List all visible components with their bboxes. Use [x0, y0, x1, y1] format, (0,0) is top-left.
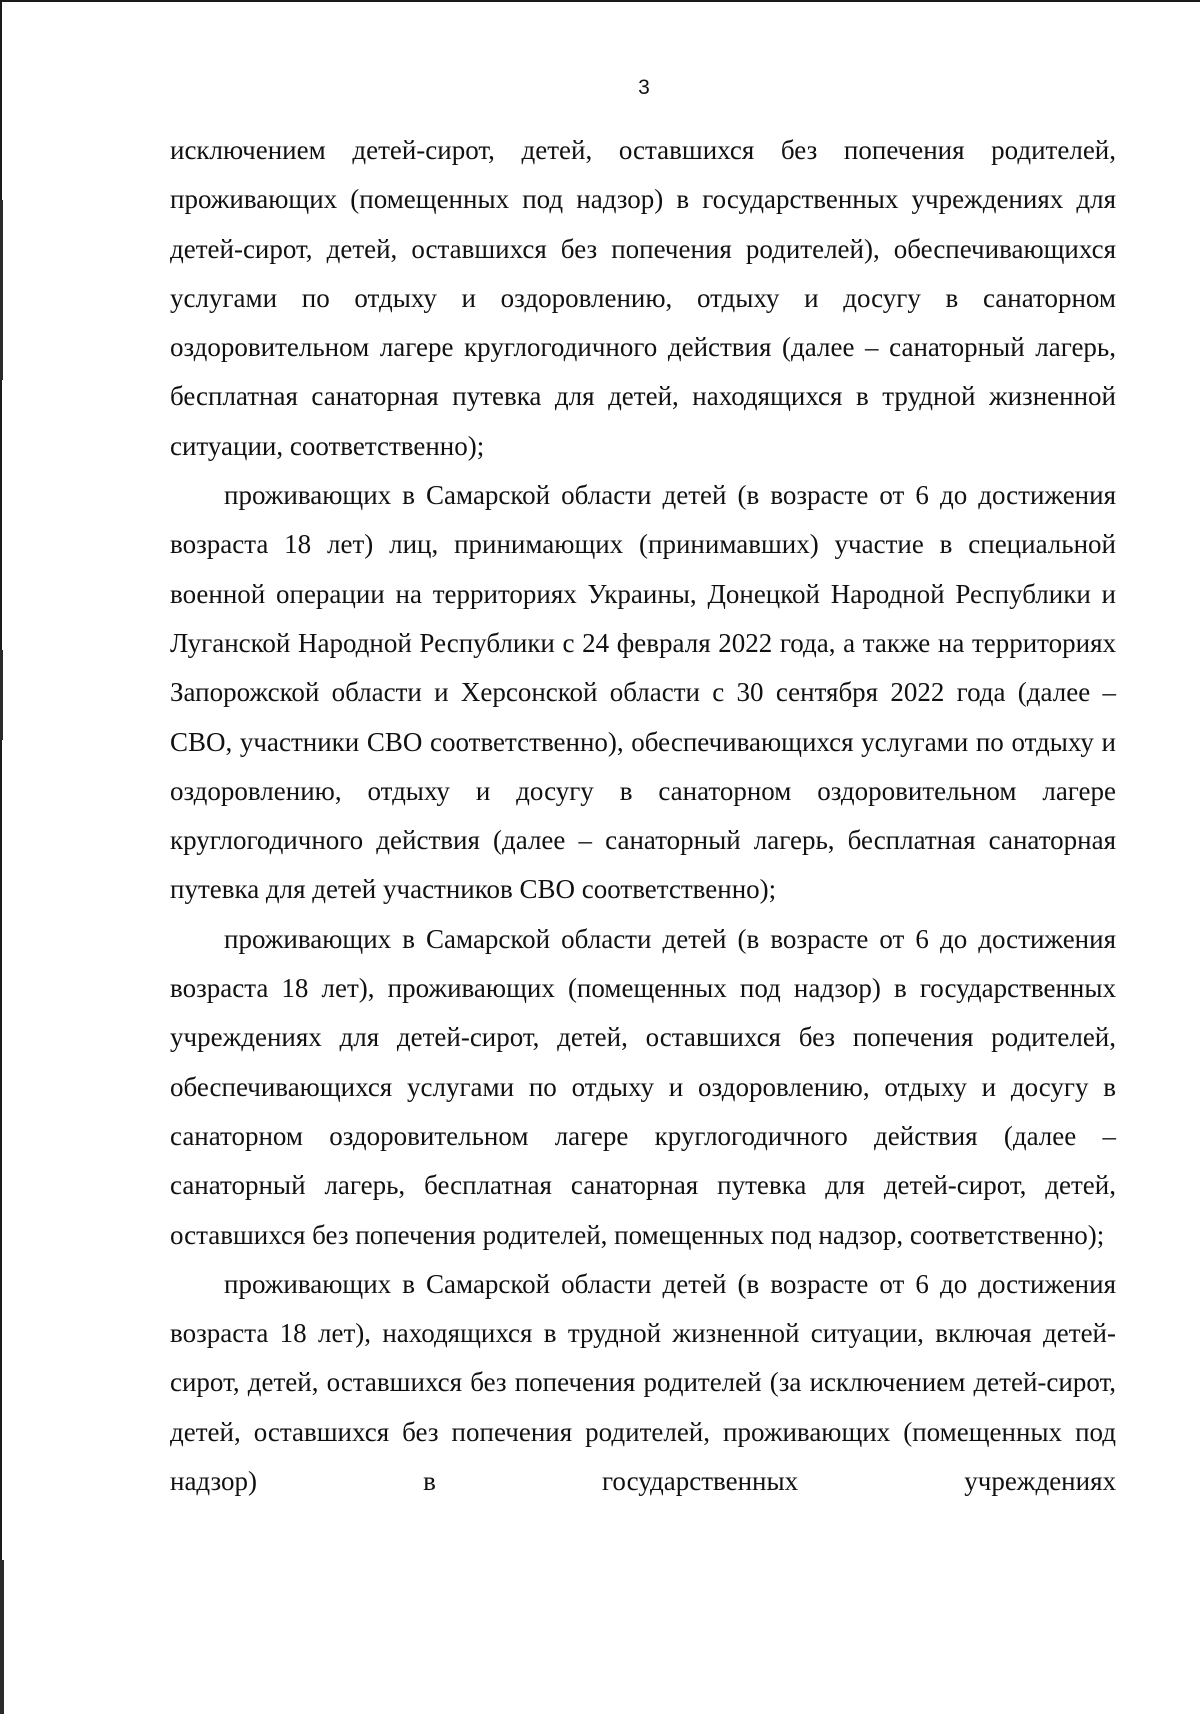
scan-mark: [0, 650, 3, 740]
scan-edge-top: [0, 0, 1200, 2]
page-number: 3: [638, 76, 650, 99]
paragraph-svo-children: проживающих в Самарской области детей (в возрасте от 6 до достижения возраста 18 лет) лиц, принимающих (принимавших) участие в специальной военной операции на территориях Украины, Донецкой Народной Республики и Луганской Народной Республики с 24 февраля 2022 года, а также на территориях Запорожской области и Херсонской области с 30 сентября 2022 года (далее – СВО, участники СВО соответственно), обеспечивающихся услугами по отдыху и оздоровлению, отдыху и досугу в санаторном оздоровительном лагере круглогодичного действия (далее – санаторный лагерь, бесплатная санаторная путевка для детей участников СВО соответственно);: [170, 480, 1116, 905]
scan-mark: [0, 200, 3, 380]
document-body: [170, 126, 1116, 1506]
paragraph-orphans-under-supervision: проживающих в Самарской области детей (в возрасте от 6 до достижения возраста 18 лет), проживающих (помещенных под надзор) в государственных учреждениях для детей-сирот, детей, оставшихся без попечения родителей, обеспечивающихся услугами по отдыху и оздоровлению, отдыху и досугу в санаторном оздоровительном лагере круглогодичного действия (далее – санаторный лагерь, бесплатная санаторная путевка для детей-сирот, детей, оставшихся без попечения родителей, помещенных под надзор, соответственно);: [170, 923, 1116, 1250]
paragraph-continued: исключением детей-сирот, детей, оставшихся без попечения родителей, проживающих (помещенных под надзор) в государственных учреждениях для детей-сирот, детей, оставшихся без попечения родителей), обеспечивающихся услугами по отдыху и оздоровлению, отдыху и досугу в санаторном оздоровительном лагере круглогодичного действия (далее – санаторный лагерь, бесплатная санаторная путевка для детей, находящихся в трудной жизненной ситуации, соответственно);: [170, 135, 1116, 461]
paragraph-difficult-situation: проживающих в Самарской области детей (в возрасте от 6 до достижения возраста 18 лет), находящихся в трудной жизненной ситуации, включая детей-сирот, детей, оставшихся без попечения родителей (за исключением детей-сирот, детей, оставшихся без попечения родителей, проживающих (помещенных под надзор) в государственных учреждениях: [170, 1268, 1116, 1497]
scan-mark: [0, 1560, 4, 1714]
